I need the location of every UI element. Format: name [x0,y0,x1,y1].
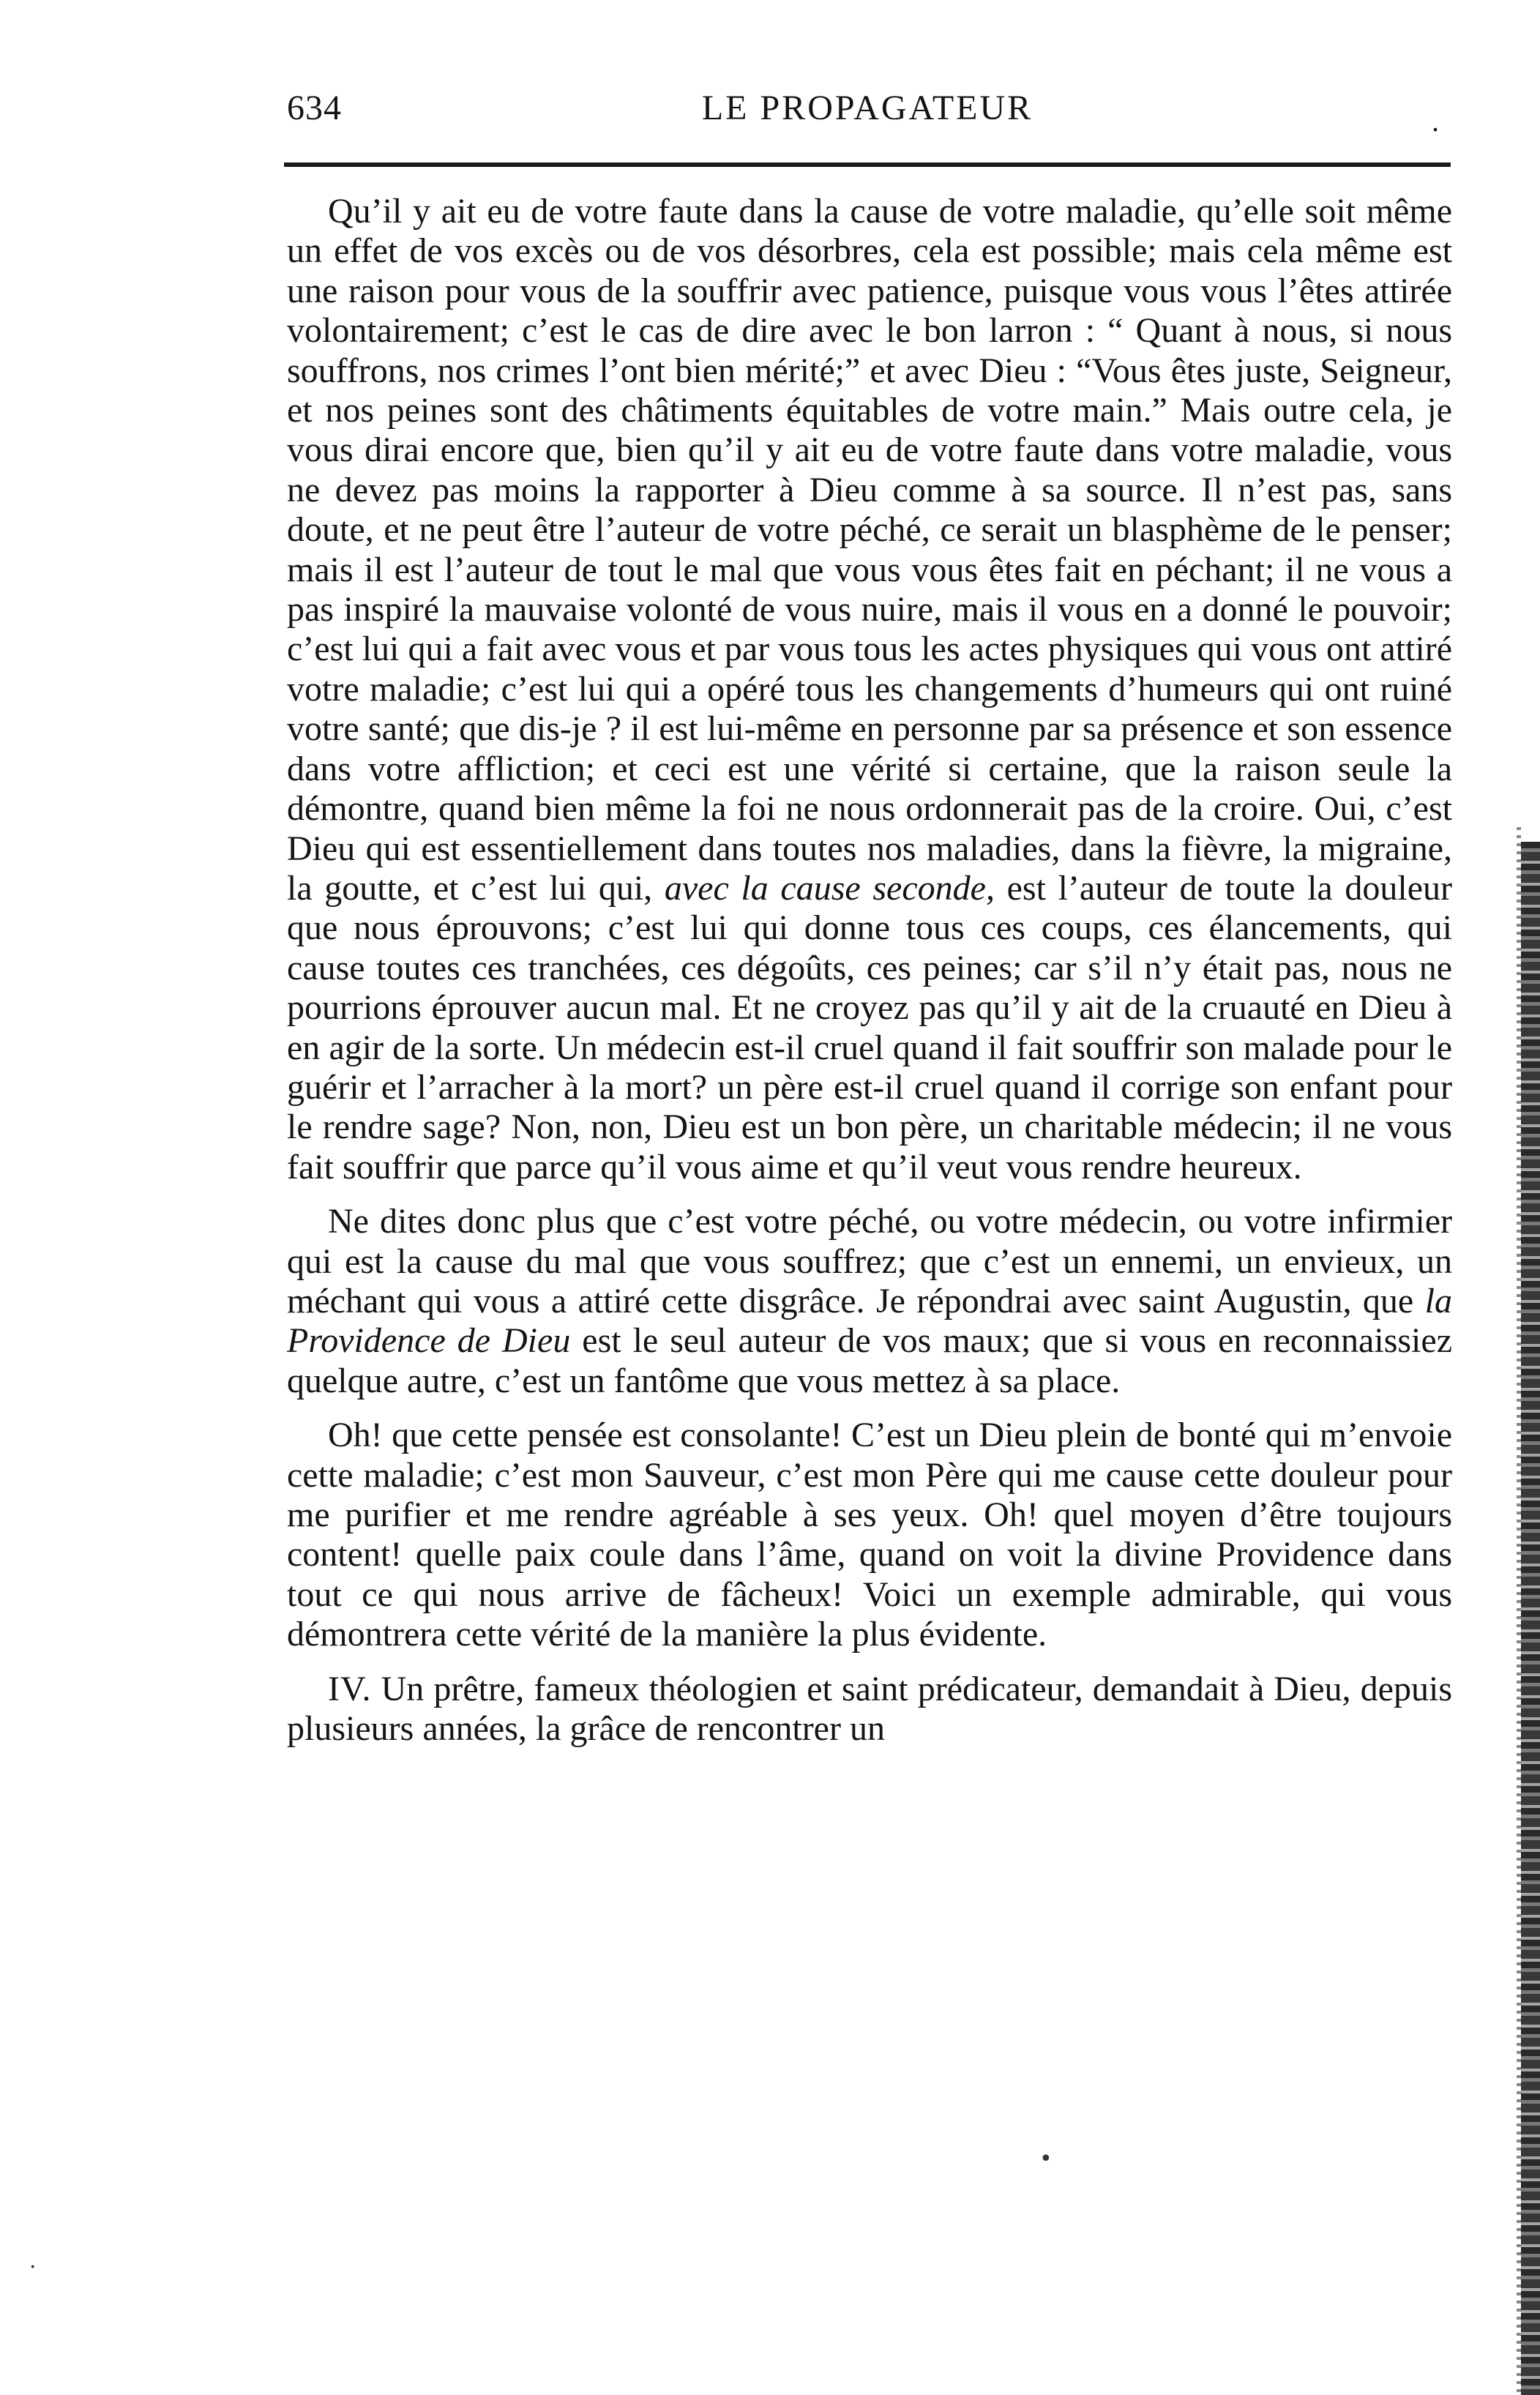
section-number: IV. [328,1669,372,1708]
paragraph-1-continued: est l’auteur de toute la douleur que nous éprouvons; c’est lui qui donne tous ces coups, ces élancements, qui cause toutes ces tranchées, ces dégoûts, ces peines; car s’il n’y était pas, nous ne pourrions éprouver aucun mal. Et ne croyez pas qu’il y ait de la cruauté en Dieu à en agir de la sorte. Un médecin est-il cruel quand il fait souffrir son malade pour le guérir et l’arracher à la mort? un père est-il cruel quand il corrige son enfant pour le rendre sage? Non, non, Dieu est un bon père, un charitable médecin; il ne vous fait souffrir que parce qu’il vous aime et qu’il veut vous rendre heureux. [287,868,1453,1187]
paragraph-1 [287,192,1452,1187]
body-text [287,192,1452,1763]
header-mark: . [1432,105,1439,138]
paragraph-1-italic: avec la cause seconde, [664,868,995,908]
page-header [287,79,1448,138]
paragraph-2 [287,1202,1452,1401]
margin-speck: · [29,2254,37,2280]
paragraph-2-end: est le seul auteur de vos maux; que si vous en reconnaissiez quelque autre, c’est un fantôme que vous mettez à sa place. [287,1321,1452,1400]
paragraph-4 [287,1670,1452,1749]
scan-speck: • [1039,2146,1053,2172]
paragraph-2-start: Ne dites donc plus que c’est votre péché, ou votre médecin, ou votre infirmier qui est la cause du mal que vous souffrez; que c’est un ennemi, un envieux, un méchant qui vous a attiré cette disgrâce. Je répondrai avec saint Augustin, que [287,1202,1452,1320]
running-title: LE PROPAGATEUR [701,89,1033,127]
header-rule [284,162,1451,167]
page-number: 634 [287,89,342,127]
paragraph-2-italic: la Providence de Dieu [287,1281,1452,1361]
paragraph-3 [287,1416,1452,1654]
binding-edge [1521,842,1540,2395]
paragraph-3-text: Oh! que cette pensée est consolante! C’est un Dieu plein de bonté qui m’envoie cette maladie; c’est mon Sauveur, c’est mon Père qui me cause cette douleur pour me purifier et me rendre agréable à ses yeux. Oh! quel moyen d’être toujours content! quelle paix coule dans l’âme, quand on voit la divine Providence dans tout ce qui nous arrive de fâcheux! Voici un exemple admirable, qui vous démontrera cette vérité de la manière la plus évidente. [287,1416,1452,1654]
paragraph-4-text: Un prêtre, fameux théologien et saint prédicateur, demandait à Dieu, depuis plusieurs années, la grâce de rencontrer un [287,1669,1452,1749]
paragraph-1-text: Qu’il y ait eu de votre faute dans la cause de votre maladie, qu’elle soit même un effet de vos excès ou de vos désorbres, cela est possible; mais cela même est une raison pour vous de la souffrir avec patience, puisque vous vous l’êtes attirée volontairement; c’est le cas de dire avec le bon larron : “ Quant à nous, si nous souffrons, nos crimes l’ont bien mérité;” et avec Dieu : “Vous êtes juste, Seigneur, et nos peines sont des châtiments équitables de votre main.” Mais outre cela, je vous dirai encore que, bien qu’il y ait eu de votre faute dans votre maladie, vous ne devez pas moins la rapporter à Dieu comme à sa source. Il n’est pas, sans doute, et ne peut être l’auteur de votre péché, ce serait un blasphème de le penser; mais il est l’auteur de tout le mal que vous vous êtes fait en péchant; il ne vous a pas inspiré la mauvaise volonté de vous nuire, mais il vous en a donné le pouvoir; c’est lui qui a fait avec vous et par vous tous les actes physiques qui vous ont attiré votre maladie; c’est lui qui a opéré tous les changements d’humeurs qui ont ruiné votre santé; que dis-je ? il est lui-même en personne par sa présence et son essence dans votre affliction; et ceci est une vérité si certaine, que la raison seule la démontre, quand bien même la foi ne nous ordonnerait pas de la croire. Oui, c’est Dieu qui est essentiellement dans toutes nos maladies, dans la fièvre, la migraine, la goutte, et c’est lui qui, [287,192,1452,908]
